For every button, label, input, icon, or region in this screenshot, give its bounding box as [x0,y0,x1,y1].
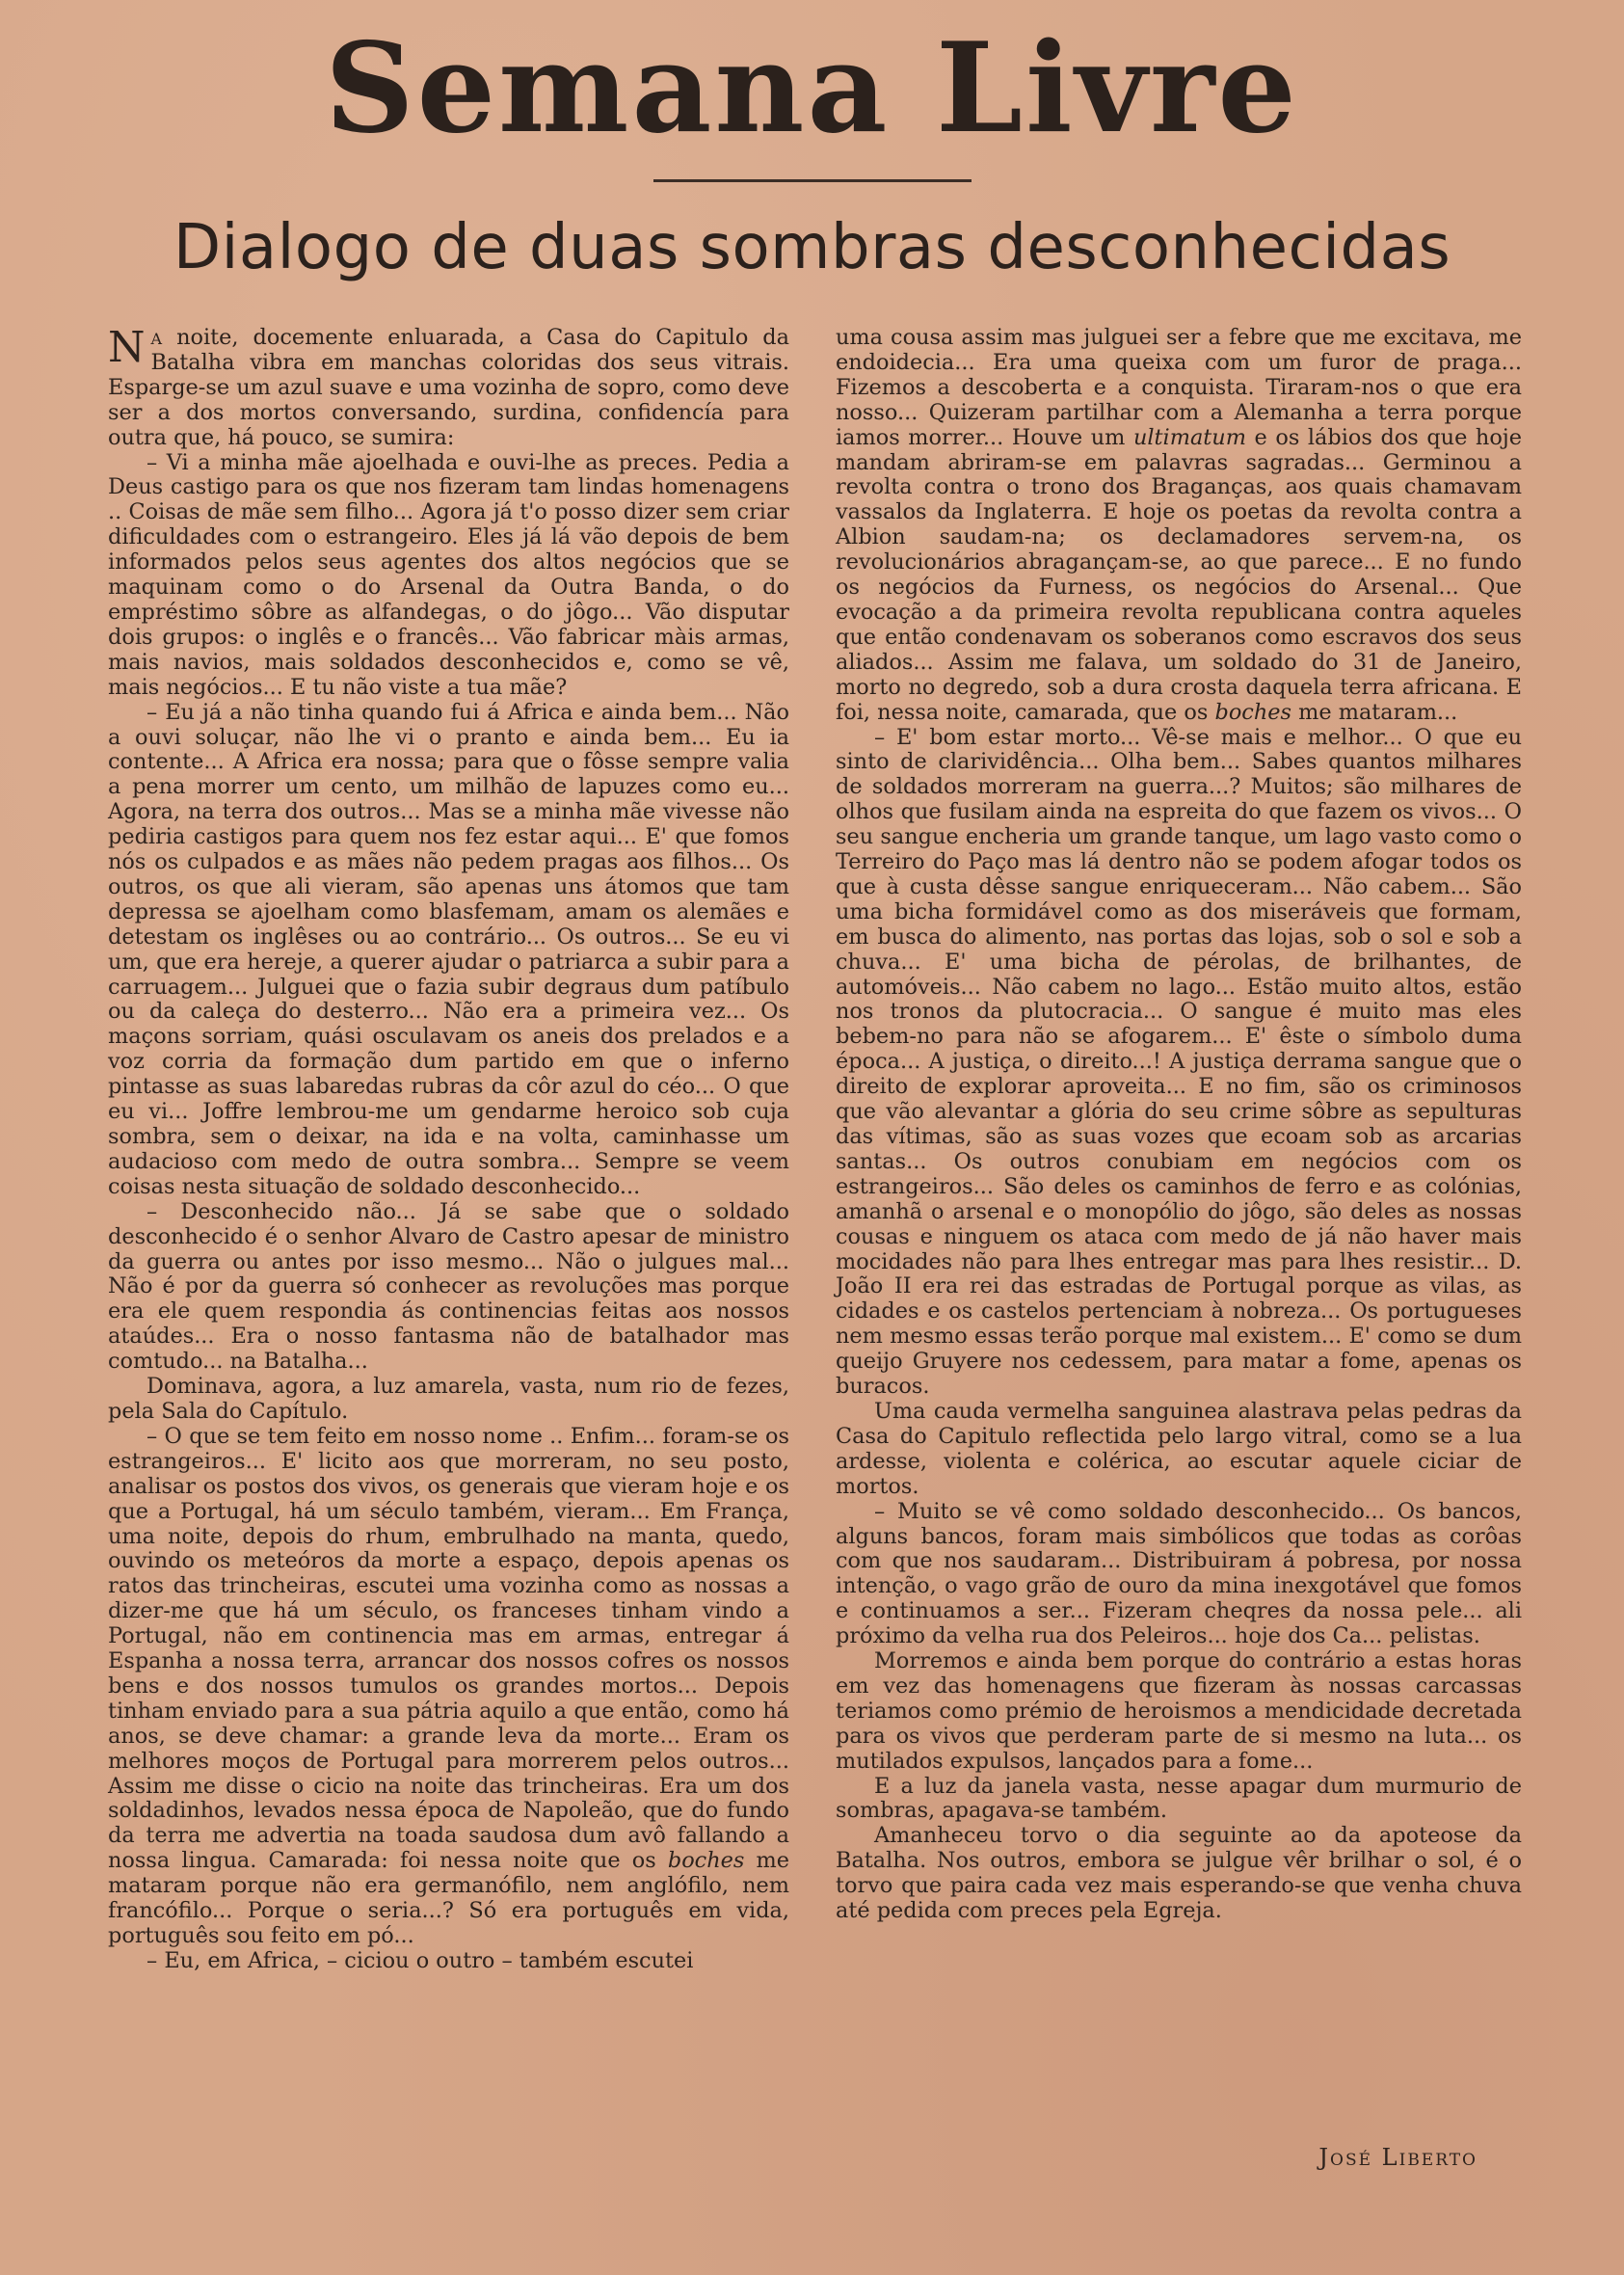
paragraph-text: noite, docemente enluarada, a Casa do Capitulo da Batalha vibra em manchas coloridas dos seus vitrais. Esparge-se um azul suave e uma vozinha de sopro, como deve ser a dos mortos conversando, surdina, confidencía para outra que, há pouco, se sumira: [108,325,789,450]
paragraph: – Eu já a não tinha quando fui á Africa e ainda bem... Não a ouvi soluçar, não lhe vi o pranto e ainda bem... Eu ia contente... A Africa era nossa; para que o fôsse sempre valia a pena morrer um cento, um milhão de lapuzes como eu... Agora, na terra dos outros... Mas se a minha mãe vivesse não pediria castigos para quem nos fez estar aqui... E' que fomos nós os culpados e as mães não pedem pragas aos filhos... Os outros, os que ali vieram, são apenas uns átomos que tam depressa se ajoelham como blasfemam, amam os alemães e detestam os inglêses ou ao contrário... Os outros... Se eu vi um, que era hereje, a querer ajudar o patriarca a subir para a carruagem... Julguei que o fazia subir degraus dum patíbulo ou da caleça do desterro... Não era a primeira vez... Os maçons sorriam, quási osculavam os aneis dos prelados e a voz corria da formação dum partido em que o inferno pintasse as suas labaredas rubras da côr azul do céo... O que eu vi... Joffre lembrou-me um gendarme heroico sob cuja sombra, sem o deixar, na ida e na volta, caminhasse um audacioso com medo de outra sombra... Sempre se veem coisas nesta situação de soldado desconhecido... [108,699,789,1199]
paragraph-text: uma cousa assim mas julguei ser a febre que me excitava, me endoidecia... Era uma queixa com um furor de praga... Fizemos a descoberta e a conquista. Tiraram-nos o que era nosso... Quizeram partilhar com a Alemanha a terra porque iamos morrer... Houve um [836,325,1522,450]
paragraph-text: e os lábios dos que hoje mandam abriram-se em palavras sagradas... Germinou a revolta contra o trono dos Braganças, aos quais chamavam vassalos da Inglaterra. E hoje os poetas da revolta contra a Albion saudam-na; os declamadores servem-na, os revolucionários abragançam-se, ao que parece... E no fundo os negócios da Furness, os negócios do Arsenal... Que evocação a da primeira revolta republicana contra aqueles que então condenavam os soberanos como escravos dos seus aliados... Assim me falava, um soldado do 31 de Janeiro, morto no degredo, sob a dura crosta daquela terra africana. E foi, nessa noite, camarada, que os [836,424,1522,725]
italic-word: boches [667,1848,745,1874]
italic-word: boches [1214,699,1291,725]
italic-word: ultimatum [1132,424,1246,450]
paragraph: Uma cauda vermelha sanguinea alastrava pelas pedras da Casa do Capitulo reflectida pelo largo vitral, como se a lua ardesse, violenta e colérica, ao escutar aquele ciciar de mortos. [836,1398,1522,1499]
paragraph: – Eu, em Africa, – ciciou o outro – também escutei [146,1947,694,1973]
title-rule [653,179,972,182]
left-column [108,323,789,1974]
right-column [836,326,1522,1924]
paragraph [108,1425,789,1949]
paragraph: – Desconhecido não... Já se sabe que o soldado desconhecido é o senhor Alvaro de Castro apesar de ministro da guerra ou antes por isso mesmo... Não o julgues mal... Não é por da guerra só conhecer as revoluções mas porque era ele quem respondia ás continencias feitas aos nossos ataúdes... Era o nosso fantasma não de batalhador mas comtudo... na Batalha... [108,1198,789,1375]
opening-smallcaps: a [150,325,163,350]
paragraph [108,323,789,451]
author-signature: José Liberto [1318,2144,1478,2171]
paragraph: – Vi a minha mãe ajoelhada e ouvi-lhe as preces. Pedia a Deus castigo para os que nos fizeram tam lindas homenagens .. Coisas de mãe sem filho... Agora já t'o posso dizer sem criar dificuldades com o estrangeiro. Eles já lá vão depois de bem informados pelos seus agentes dos altos negócios que se maquinam como o do Arsenal da Outra Banda, o do empréstimo sôbre as alfandegas, o do jôgo... Vão disputar dois grupos: o inglês e o francês... Vão fabricar màis armas, mais navios, mais soldados desconhecidos e, como se vê, mais negócios... E tu não viste a tua mãe? [108,449,789,700]
paragraph-text: me mataram... [1298,699,1458,725]
paragraph: – E' bom estar morto... Vê-se mais e melhor... O que eu sinto de clarividência... Olha bem... Sabes quantos milhares de soldados morreram na guerra...? Muitos; são milhares de olhos que fusilam ainda na espreita do que fazem os vivos... O seu sangue encheria um grande tanque, um lago vasto como o Terreiro do Paço mas lá dentro não se podem afogar todos os que à custa dêsse sangue enriqueceram... Não cabem... São uma bicha formidável como as dos miseráveis que formam, em busca do alimento, nas portas das lojas, sob o sol e sob a chuva... E' uma bicha de pérolas, de brilhantes, de automóveis... Não cabem no lago... Estão muito altos, estão nos tronos da plutocracia... O sangue é muito mas eles bebem-no para não se afogarem... E' êste o símbolo duma época... A justiça, o direito...! A justiça derrama sangue que o direito de explorar aproveita... E no fim, são os criminosos que vão alevantar a glória do seu crime sôbre as sepulturas das vítimas, são as suas vozes que ecoam sob as arcarias santas... Os outros conubiam em negócios com os estrangeiros... São deles os caminhos de ferro e as colónias, amanhã o arsenal e o monopólio do jôgo, são deles as nossas cousas e ninguem os ataca com medo de já não haver mais mocidades não para lhes entregar mas para lhes resistir... D. João II era rei das estradas de Portugal porque as vilas, as cidades e os castelos pertenciam à nobreza... Os portugueses nem mesmo essas terão porque mal existem... E' como se dum queijo Gruyere nos cedessem, para matar a fome, apenas os buracos. [836,724,1522,1400]
drop-cap: N [108,323,146,372]
article-headline: Dialogo de duas sombras desconhecidas [173,212,1451,283]
masthead-title: Semana Livre [325,16,1299,161]
paragraph-text: – O que se tem feito em nosso nome .. Enfim... foram-se os estrangeiros... E' licito aos que morreram, no seu posto, analisar os postos dos vivos, os generais que vieram hoje e os que a Portugal, há um século também, vieram... Em França, uma noite, depois do rhum, embrulhado na manta, quedo, ouvindo os meteóros da morte a espaço, depois apenas os ratos das trincheiras, escutei uma vozinha como as nossas a dizer-me que há um século, os franceses tinham vindo a Portugal, não em continencia mas em armas, entregar á Espanha a nossa terra, arrancar dos nossos cofres os nossos bens e dos nossos tumulos os grandes mortos... Depois tinham enviado para a sua pátria aquilo a que então, como há anos, se deve chamar: a grande leva da morte... Eram os melhores moços de Portugal para morrerem pelos outros... Assim me disse o cicio na noite das trincheiras. Era um dos soldadinhos, levados nessa época de Napoleão, que do fundo da terra me advertia na toada saudosa dum avô fallando a nossa lingua. Camarada: foi nessa noite que os [108,1423,789,1874]
paragraph: Dominava, agora, a luz amarela, vasta, num rio de fezes, pela Sala do Capítulo. [108,1374,789,1424]
paragraph: E a luz da janela vasta, nesse apagar dum murmurio de sombras, apagava-se também. [836,1773,1522,1824]
paragraph: Amanheceu torvo o dia seguinte ao da apoteose da Batalha. Nos outros, embora se julgue vêr brilhar o sol, é o torvo que paira cada vez mais esperando-se que venha chuva até pedida com preces pela Egreja. [836,1823,1522,1924]
paragraph: – Muito se vê como soldado desconhecido... Os bancos, alguns bancos, foram mais simbólicos que todas as corôas com que nos saudaram... Distribuiram á pobresa, por nossa intenção, o vago grão de ouro da mina inexgotável que fomos e continuamos a ser... Fizeram cheqres da nossa pele... ali próximo da velha rua dos Peleiros... hoje dos Ca... pelistas. [836,1498,1522,1649]
paragraph [836,326,1522,726]
paragraph: Morremos e ainda bem porque do contrário a estas horas em vez das homenagens que fizeram às nossas carcassas teriamos como prémio de heroismos a mendicidade decretada para os vivos que perderam parte de si mesmo na luta... os mutilados expulsos, lançados para a fome... [836,1648,1522,1774]
paragraph-text: me mataram porque não era germanófilo, nem anglófilo, nem francófilo... Porque o seria...? Só era português em vida, português sou feito em pó... [108,1848,789,1948]
